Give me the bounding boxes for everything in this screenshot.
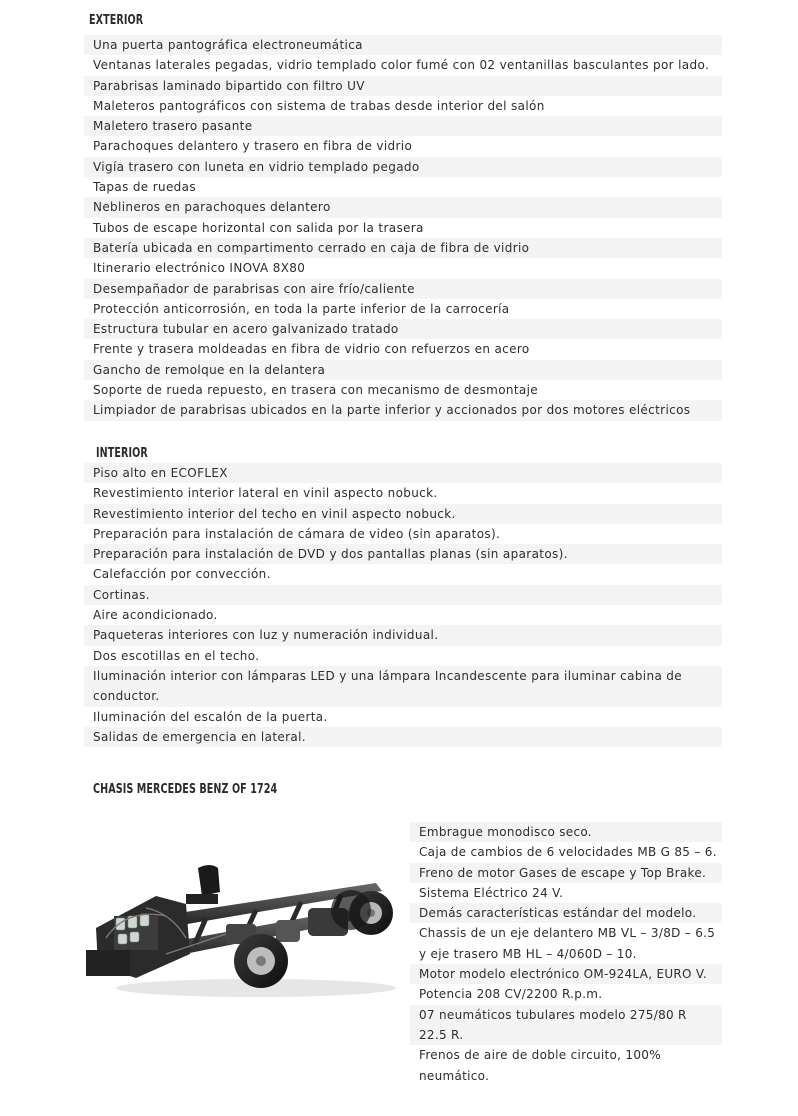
exterior-item: Estructura tubular en acero galvanizado tratado — [84, 319, 722, 339]
interior-item: Calefacción por convección. — [84, 564, 722, 584]
exterior-item: Parachoques delantero y trasero en fibra de vidrio — [84, 136, 722, 156]
exterior-item: Una puerta pantográfica electroneumática — [84, 35, 722, 55]
chassis-item: Demás características estándar del modelo. — [410, 903, 722, 923]
chassis-list — [410, 822, 722, 1086]
interior-item: Revestimiento interior del techo en vinil aspecto nobuck. — [84, 504, 722, 524]
chassis-item: Freno de motor Gases de escape y Top Brake. — [410, 863, 722, 883]
exterior-item: Tapas de ruedas — [84, 177, 722, 197]
interior-item: Paqueteras interiores con luz y numeración individual. — [84, 625, 722, 645]
exterior-list — [84, 35, 722, 421]
interior-item: Revestimiento interior lateral en vinil aspecto nobuck. — [84, 483, 722, 503]
exterior-item: Neblineros en parachoques delantero — [84, 197, 722, 217]
chassis-heading: CHASIS MERCEDES BENZ OF 1724 — [93, 782, 278, 797]
exterior-item: Desempañador de parabrisas con aire frío/caliente — [84, 279, 722, 299]
exterior-item: Maleteros pantográficos con sistema de trabas desde interior del salón — [84, 96, 722, 116]
exterior-item: Frente y trasera moldeadas en fibra de vidrio con refuerzos en acero — [84, 339, 722, 359]
interior-item: Aire acondicionado. — [84, 605, 722, 625]
exterior-item: Tubos de escape horizontal con salida por la trasera — [84, 218, 722, 238]
interior-item: Dos escotillas en el techo. — [84, 646, 722, 666]
interior-item: Iluminación del escalón de la puerta. — [84, 707, 722, 727]
exterior-item: Vigía trasero con luneta en vidrio templado pegado — [84, 157, 722, 177]
chassis-item: 07 neumáticos tubulares modelo 275/80 R 22.5 R. — [410, 1005, 722, 1046]
exterior-heading: EXTERIOR — [89, 13, 144, 28]
chassis-item: Embrague monodisco seco. — [410, 822, 722, 842]
interior-list — [84, 463, 722, 747]
interior-item: Salidas de emergencia en lateral. — [84, 727, 722, 747]
chassis-item: Caja de cambios de 6 velocidades MB G 85 – 6. — [410, 842, 722, 862]
chassis-item: Potencia 208 CV/2200 R.p.m. — [410, 984, 722, 1004]
exterior-item: Itinerario electrónico INOVA 8X80 — [84, 258, 722, 278]
chassis-item: Sistema Eléctrico 24 V. — [410, 883, 722, 903]
interior-item: Iluminación interior con lámparas LED y una lámpara Incandescente para iluminar cabina de conductor. — [84, 666, 722, 707]
interior-heading: INTERIOR — [96, 446, 148, 461]
interior-item: Piso alto en ECOFLEX — [84, 463, 722, 483]
exterior-item: Protección anticorrosión, en toda la parte inferior de la carrocería — [84, 299, 722, 319]
exterior-item: Ventanas laterales pegadas, vidrio templado color fumé con 02 ventanillas basculantes por lado. — [84, 55, 722, 75]
exterior-item: Limpiador de parabrisas ubicados en la parte inferior y accionados por dos motores eléctricos — [84, 400, 722, 420]
chassis-item: Motor modelo electrónico OM-924LA, EURO V. — [410, 964, 722, 984]
chassis-item: Chassis de un eje delantero MB VL – 3/8D – 6.5 y eje trasero MB HL – 4/060D – 10. — [410, 923, 722, 964]
interior-item: Preparación para instalación de cámara de video (sin aparatos). — [84, 524, 722, 544]
chassis-item: Frenos de aire de doble circuito, 100% neumático. — [410, 1045, 722, 1086]
exterior-item: Gancho de remolque en la delantera — [84, 360, 722, 380]
exterior-item: Batería ubicada en compartimento cerrado en caja de fibra de vidrio — [84, 238, 722, 258]
interior-item: Cortinas. — [84, 585, 722, 605]
exterior-item: Maletero trasero pasante — [84, 116, 722, 136]
chassis-image — [86, 858, 398, 1003]
interior-item: Preparación para instalación de DVD y dos pantallas planas (sin aparatos). — [84, 544, 722, 564]
exterior-item: Soporte de rueda repuesto, en trasera con mecanismo de desmontaje — [84, 380, 722, 400]
exterior-item: Parabrisas laminado bipartido con filtro UV — [84, 76, 722, 96]
